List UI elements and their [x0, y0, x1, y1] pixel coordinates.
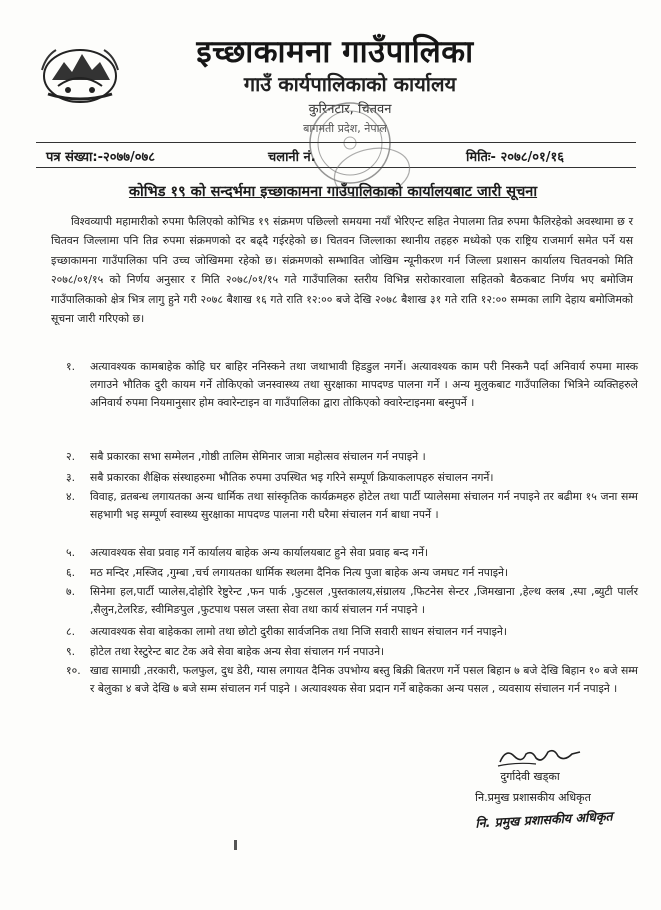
notice-heading: कोभिड १९ को सन्दर्भमा इच्छाकामना गाउँपालिकाको कार्यालयबाट जारी सूचना	[128, 184, 538, 200]
item-text: अत्यावश्यक सेवा प्रवाह गर्ने कार्यालय बाहेक अन्य कार्यालयबाट हुने सेवा प्रवाह बन्द गर्ने।	[90, 546, 429, 559]
item-text: सबै प्रकारका सभा सम्मेलन ,गोष्ठी तालिम सेमिनार जात्रा महोत्सव संचालन गर्न नपाइने ।	[90, 450, 426, 463]
notice-date: मितिः- २०७८/०१/१६	[466, 150, 565, 165]
signer-name: दुर्गादेवी खड्का	[500, 770, 560, 783]
org-name: इच्छाकामना गाउँपालिका	[196, 34, 474, 70]
notice-body: विश्वव्यापी महामारीको रुपमा फैलिएको कोभिड १९ संक्रमण पछिल्लो समयमा नयाँ भेरिएन्ट सहित नेपालमा तिव्र रुपमा फैलिरहेको अवस्थामा छ र चितवन जिल्लामा पनि तिव्र रुपमा संक्रमणको दर बढ्दै गईरहेको छ। चितवन जिल्लाका स्थानीय तहहरु मध्येको एक राष्ट्रिय राजमार्ग समेत पर्ने यस इच्छाकामना गाउँपालिका पनि उच्च जोखिममा रहेको छ। संक्रमणको सम्भावित जोखिम न्यूनीकरण गर्न जिल्ला प्रशासन कार्यालय चितवनको मिति २०७८/०१/१५ को निर्णय अनुसार र मिति २०७८/०१/१५ गते गाउँपालिका स्तरीय विभिन्न सरोकारवाला सहितको बैठकबाट निर्णय भए बमोजिम गाउँपालिकाको क्षेत्र भित्र लागु हुने गरी २०७८ बैशाख १६ गते राति १२:०० बजे देखि २०७८ बैशाख ३१ गते राति १२:०० सम्मका लागि देहाय बमोजिमको सूचना जारी गरिएको छ।	[51, 215, 633, 326]
item-number: ५.	[66, 546, 76, 559]
item-text: होटेल तथा रेस्टुरेन्ट बाट टेक अवे सेवा बाहेक अन्य सेवा संचालन गर्न नपाउने।	[90, 645, 385, 658]
item-number: ६.	[66, 566, 76, 579]
page-mark	[234, 840, 237, 850]
handwritten-signature-icon	[496, 744, 584, 770]
address: कुरिनटार, चितवन	[308, 102, 392, 117]
official-stamp: नि. प्रमुख प्रशासकीय अधिकृत	[474, 808, 613, 831]
item-text: सबै प्रकारका शैक्षिक संस्थाहरुमा भौतिक रुपमा उपस्थित भइ गरिने सम्पूर्ण क्रियाकलापहरु संचालन नगर्ने।	[90, 471, 494, 484]
item-number: ९.	[66, 645, 76, 658]
item-text: अत्यावश्यक सेवा बाहेकका लामो तथा छोटो दुरीका सार्वजनिक तथा निजि सवारी साधन संचालन गर्न नपाइने।	[90, 625, 507, 638]
item-text: मठ मन्दिर ,मस्जिद ,गुम्बा ,चर्च लगायतका धार्मिक स्थलमा दैनिक नित्य पुजा बाहेक अन्य जमघट गर्न नपाइने।	[90, 566, 509, 579]
patra-number: पत्र संख्या:-२०७७/०७८	[46, 150, 156, 165]
item-number: ४.	[66, 490, 76, 503]
item-text: सिनेमा हल,पार्टी प्यालेस,दोहोरि रेष्टुरेन्ट ,फन पार्क ,फुटसल ,पुस्तकालय,संग्रालय ,फिटनेस सेन्टर ,जिमखाना ,हेल्थ क्लब ,स्पा ,ब्युटी पार्लर ,सैलुन,टेलरिङ, स्वीमिङपुल ,फुटपाथ पसल जस्ता सेवा तथा कार्य संचालन गर्न नपाइने ।	[90, 585, 638, 616]
item-number: ३.	[66, 471, 76, 484]
province: बागमती प्रदेश, नेपाल	[303, 122, 387, 135]
nepal-emblem-icon	[38, 40, 122, 104]
item-number: १.	[66, 360, 76, 373]
signer-title: नि.प्रमुख प्रशासकीय अधिकृत	[475, 791, 591, 804]
item-text: अत्यावश्यक कामबाहेक कोहि घर बाहिर ननिस्कने तथा जथाभावी हिडडुल नगर्ने। अत्यावश्यक काम परी निस्कनै पर्दा अनिवार्य रुपमा मास्क लगाउने भौतिक दुरी कायम गर्ने तोकिएको जनस्वास्थ्य तथा सुरक्षाका मापदण्ड पालना गर्ने । अन्य मुलुकबाट गाउँपालिका भित्रिने व्यक्तिहरुले अनिवार्य रुपमा नियमानुसार होम क्वारेन्टाइन वा गाउँपालिका द्वारा तोकिएको क्वारेन्टाइनमा बस्नुपर्ने ।	[90, 360, 638, 409]
item-text: विवाह, व्रतबन्ध लगायतका अन्य धार्मिक तथा सांस्कृतिक कार्यक्रमहरु होटेल तथा पार्टी प्यालेसमा संचालन गर्न नपाइने तर बढीमा १५ जना सम्म सहभागी भइ सम्पूर्ण स्वास्थ्य सुरक्षाका मापदण्ड पालना गरी घरैमा संचालन गर्न बाधा नपर्ने ।	[90, 490, 638, 521]
item-number: २.	[66, 450, 76, 463]
item-number: ८.	[66, 625, 76, 638]
office-name: गाउँ कार्यपालिकाको कार्यालय	[243, 72, 457, 96]
chalani-number: चलानी नं.	[268, 150, 316, 165]
item-text: खाद्य सामाग्री ,तरकारी, फलफुल, दुध डेरी, ग्यास लगायत दैनिक उपभोग्य बस्तु बिक्री बितरण गर्ने पसल बिहान ७ बजे देखि बिहान १० बजे सम्म र बेलुका ४ बजे देखि ७ बजे सम्म संचालन गर्न पाइने । अत्यावश्यक सेवा प्रदान गर्ने बाहेकका अन्य पसल , व्यवसाय संचालन गर्न नपाइने ।	[90, 664, 638, 695]
item-number: १०.	[66, 664, 81, 677]
item-number: ७.	[66, 585, 76, 598]
